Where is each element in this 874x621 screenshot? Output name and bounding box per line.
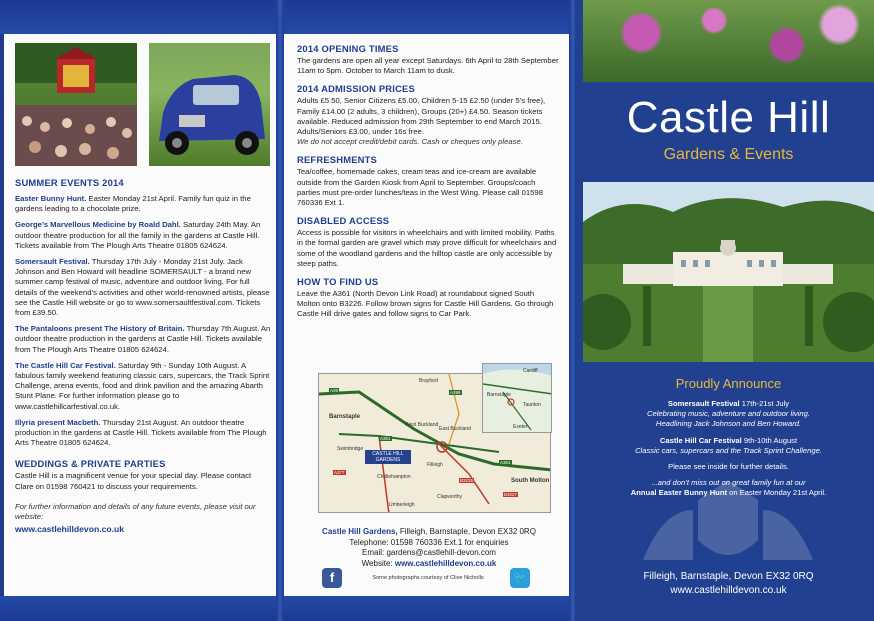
fold-line xyxy=(276,0,284,621)
easter-hunt-dates: on Easter Monday 21st April. xyxy=(727,488,827,498)
contact-website-link[interactable]: www.castlehilldevon.co.uk xyxy=(394,558,497,568)
payment-note: We do not accept credit/debit cards. Cash or cheques only please. xyxy=(297,137,523,147)
announcements xyxy=(583,376,874,499)
website-label: Website: xyxy=(361,558,395,568)
event-text: Thursday 21st August. An outdoor theatre production in the gardens at Castle Hill. Tickets available from The Plough Arts Theatre 01805 624624. xyxy=(15,417,267,448)
road-label: B3226 xyxy=(460,478,474,483)
contact-phone: Telephone: 01598 760336 Ext.1 for enquiries xyxy=(349,537,509,547)
road-label: A361 xyxy=(380,436,391,441)
somersault-headliners: Headlining Jack Johnson and Ben Howard. xyxy=(655,419,802,429)
refreshments-text: Tea/coffee, homemade cakes, cream teas and ice-cream are available outside from the Garden Kiosk from April to September. Groups/coach parties must pre-order lunches/teas in the West Wing. Please call 01598 760336 Ext 1. xyxy=(297,167,543,208)
cover-panel xyxy=(575,0,874,621)
inset-label: Exeter xyxy=(513,424,528,430)
flowers-photo xyxy=(583,0,874,82)
event-pantaloons xyxy=(15,324,271,355)
event-somersault xyxy=(15,257,271,318)
cover-website-link[interactable]: www.castlehilldevon.co.uk xyxy=(670,585,787,596)
road-label: A377 xyxy=(334,470,345,475)
cover-subtitle: Gardens & Events xyxy=(663,146,794,163)
left-panel xyxy=(4,34,276,596)
map-town: Filleigh xyxy=(427,462,443,468)
road-label: B3227 xyxy=(504,492,518,497)
event-georges-medicine xyxy=(15,220,271,251)
castle-hill-house-photo xyxy=(583,182,874,362)
contact-address: Filleigh, Barnstaple, Devon EX32 0RQ xyxy=(397,527,536,536)
road-label: A361 xyxy=(500,460,511,465)
map-town: Swimbridge xyxy=(337,446,364,452)
somersault-dates: 17th-21st July xyxy=(739,399,790,408)
cover-address: Filleigh, Barnstaple, Devon EX32 0RQ xyxy=(643,571,814,582)
admission-prices-heading: 2014 ADMISSION PRICES xyxy=(297,83,415,95)
castle-hill-map-label: CASTLE HILL GARDENS xyxy=(365,450,411,464)
event-text: Thursday 7th August. An outdoor theatre production in the gardens at Castle Hill. Tickets available from The Plough Arts Theatre 01805 624624. xyxy=(15,324,271,354)
event-macbeth xyxy=(15,418,271,449)
summer-events-heading: SUMMER EVENTS 2014 xyxy=(15,177,124,188)
event-title: Somersault Festival. xyxy=(15,257,90,267)
middle-panel xyxy=(284,34,569,596)
find-us-text: Leave the A361 (North Devon Link Road) at roundabout signed South Molton onto B3226. Follow brown signs for Castle Hill Gardens. Go through Castle Hill drive gates and follow signs to Car Park. xyxy=(297,289,554,319)
theatre-photo xyxy=(15,43,137,166)
event-easter xyxy=(15,194,271,214)
map-town: Brayford xyxy=(419,378,438,384)
event-text: Saturday 9th - Sunday 10th August. A fabulous family weekend featuring classic cars, supercars, the Track Sprint Challenge, arena events, food and drink pavilion and the amazing Abarth Stunt Plane. For further information please go to www.castlehillcarfestival.co.uk. xyxy=(15,360,270,411)
event-title: Illyria present Macbeth. xyxy=(15,417,101,427)
event-title: The Castle Hill Car Festival. xyxy=(15,360,116,370)
twitter-icon[interactable]: 🐦 xyxy=(510,568,530,588)
car-festival-dates: 9th-10th August xyxy=(741,435,798,445)
event-text: Saturday 24th May. An outdoor theatre production for all the family in the gardens at Castle Hill. Tickets available from The Plough Arts Theatre 01805 624624. xyxy=(15,220,261,250)
map-town: Umberleigh xyxy=(389,502,415,508)
dont-miss-text: ...and don’t miss out on great family fun at our xyxy=(651,478,806,488)
event-text: Thursday 17th July - Monday 21st July. Jack Johnson and Ben Howard will headline SOMERSAULT - a brand new summer camp festival of music, adventure and outdoor living. For full details of the weekend’s activities and other world-renowned artists, please see the Castle Hill website or go to www.somersaultfestival.com. Tickets from £39.50. xyxy=(15,257,270,318)
proudly-announce-heading: Proudly Announce xyxy=(675,376,782,391)
cover-address-block xyxy=(583,570,874,598)
see-inside-text: Please see inside for further details. xyxy=(668,462,789,472)
website-link[interactable]: www.castlehilldevon.co.uk xyxy=(15,524,125,535)
event-title: The Pantaloons present The History of Britain. xyxy=(15,324,185,334)
inset-label: Taunton xyxy=(523,402,541,408)
inset-map xyxy=(482,363,552,433)
contact-block xyxy=(304,527,554,569)
weddings-text: Castle Hill is a magnificent venue for your special day. Please contact Clare on 01598 760421 to discuss your requirements. xyxy=(15,471,252,491)
opening-times-heading: 2014 OPENING TIMES xyxy=(297,43,399,54)
event-title: Easter Bunny Hunt. xyxy=(15,194,87,203)
car-festival-desc: Classic cars, supercars and the Track Sprint Challenge. xyxy=(635,445,822,455)
event-text: Easter Monday 21st April. Family fun quiz in the gardens leading to a chocolate prize. xyxy=(15,194,251,214)
photo-credit: Some photographs courtesy of Clive Nicholls xyxy=(372,575,484,581)
disabled-access-heading: DISABLED ACCESS xyxy=(297,215,390,227)
contact-email[interactable]: Email: gardens@castlehill-devon.com xyxy=(362,548,496,557)
somersault-title: Somersault Festival xyxy=(667,399,740,408)
facebook-icon[interactable]: f xyxy=(322,568,342,588)
inset-label: Barnstaple xyxy=(487,392,511,398)
road-label: A399 xyxy=(450,390,461,395)
inset-label: Cardiff xyxy=(523,368,538,374)
map-village: West Buckland xyxy=(405,422,439,428)
weddings-heading: WEDDINGS & PRIVATE PARTIES xyxy=(15,458,166,470)
admission-prices-text: Adults £5.50, Senior Citizens £5.00, Children 5-15 £2.50 (under 5’s free), Family £14.00 (2 adults, 3 children), Groups (20+) £4.50. Season tickets available. Reduced admission from 29th September to end March 2015. Adults/Seniors £3.00, under 16s free. xyxy=(297,96,546,137)
cover-title: Castle Hill xyxy=(626,93,831,142)
car-festival-title: Castle Hill Car Festival xyxy=(659,435,742,445)
map-town: Chittlehampton xyxy=(377,474,411,480)
event-car-festival xyxy=(15,361,271,412)
event-title: George’s Marvellous Medicine by Roald Dahl. xyxy=(15,220,181,230)
further-info-text: For further information and details of any future events, please visit our website: xyxy=(15,501,256,522)
disabled-access-text: Access is possible for visitors in wheelchairs and with limited mobility. Paths in the formal garden are gravel which may prove difficult for wheelchairs and some of the woodland gardens and the hilltop castle are only accessible by steep paths. xyxy=(297,228,557,268)
map-town: Barnstaple xyxy=(329,414,361,420)
classic-car-photo xyxy=(149,43,270,166)
road-label: A39 xyxy=(330,388,339,393)
map-village: East Buckland xyxy=(439,426,471,432)
easter-hunt-title: Annual Easter Bunny Hunt xyxy=(630,488,727,498)
contact-name: Castle Hill Gardens, xyxy=(322,527,398,536)
map-town: South Molton xyxy=(511,478,550,484)
opening-times-text: The gardens are open all year except Saturdays. 6th April to 28th September 11am to 5pm. October to March 11am to dusk. xyxy=(297,56,559,76)
find-us-heading: HOW TO FIND US xyxy=(297,276,379,288)
somersault-desc: Celebrating music, adventure and outdoor living. xyxy=(647,409,810,419)
map-town: Clapworthy xyxy=(437,494,463,500)
refreshments-heading: REFRESHMENTS xyxy=(297,154,378,166)
